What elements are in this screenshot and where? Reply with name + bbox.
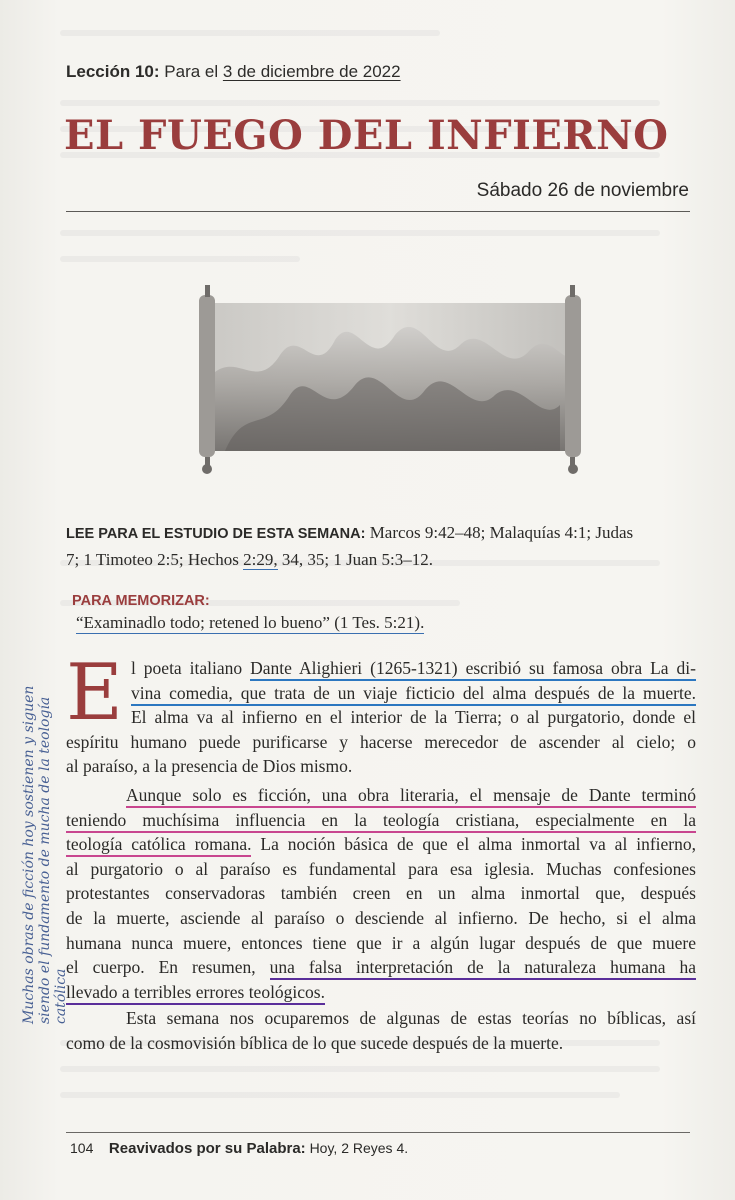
p2-line6: de la muerte, asciende al paraíso o desciende al infierno. De hecho, si el alma [66, 907, 696, 928]
p2-l1-highlight: Aunque solo es ficción, una obra literaria, el mensaje de Dante terminó [126, 785, 696, 808]
lesson-header [66, 62, 401, 82]
p2-line4: al purgatorio o al paraíso es fundamental para esa iglesia. Muchas confesiones [66, 858, 696, 879]
memorize-label: PARA MEMORIZAR: [72, 593, 210, 609]
p1-line2 [66, 681, 696, 706]
p1-l1-text: l poeta italiano [130, 658, 251, 678]
p2-l3-highlight: teología católica romana. [66, 834, 251, 857]
p2-l3-text: La noción básica de que el alma inmortal va al infierno, [251, 834, 696, 855]
footer-divider [66, 1132, 690, 1133]
scroll-image [195, 285, 585, 475]
footer-text: Hoy, 2 Reyes 4. [309, 1140, 409, 1156]
page-number: 104 [70, 1140, 94, 1156]
reading-line2b: 2:29, [243, 550, 278, 569]
footer-label: Reavivados por su Palabra: [108, 1140, 306, 1157]
p1-l1-highlight: Dante Alighieri (1265-1321) escribió su famosa obra La di- [250, 658, 696, 681]
p2-l2-highlight: teniendo muchísima influencia en la teología cristiana, especialmente en la [66, 810, 696, 833]
header-divider [66, 211, 690, 212]
p2-line3 [66, 832, 696, 857]
body-text [66, 648, 696, 1056]
p1-line1 [66, 656, 696, 681]
p1-line4: espíritu humano puede purificarse y hacerse merecedor de ascender al cielo; o [66, 731, 696, 752]
reading-line2a: 7; 1 Timoteo 2:5; Hechos [66, 550, 239, 569]
p3-line1: Esta semana nos ocuparemos de algunas de estas teorías no bíblicas, así [126, 1008, 696, 1029]
p2-line2 [66, 808, 696, 833]
p2-l9-highlight: llevado a terribles errores teológicos. [66, 982, 325, 1005]
p1-line5: al paraíso, a la presencia de Dios mismo. [66, 756, 353, 777]
scroll-illustration [195, 285, 585, 475]
memory-verse: “Examinadlo todo; retened lo bueno” (1 Tes. 5:21). [76, 613, 425, 632]
p2-l8-text: el cuerpo. En resumen, [66, 957, 270, 978]
handwriting-line2: siendo el fundamento de mucha de la teología [37, 696, 53, 1024]
handwritten-margin-note [21, 594, 69, 1024]
p2-line5: protestantes conservadoras también creen en un alma inmortal que, después [66, 883, 696, 904]
lesson-date: 3 de diciembre de 2022 [222, 62, 401, 81]
handwriting-line1: Muchas obras de ficción hoy sostienen y siguen [21, 685, 37, 1024]
reading-label: LEE PARA EL ESTUDIO DE ESTA SEMANA: [66, 526, 366, 542]
page-footer [70, 1140, 408, 1157]
paragraph-2 [66, 783, 696, 1004]
reading-line2c: 34, 35; 1 Juan 5:3–12. [281, 550, 433, 569]
paragraph-1 [66, 648, 696, 779]
paragraph-3 [66, 1006, 696, 1055]
day-label: Sábado 26 de noviembre [476, 180, 689, 201]
drop-cap: E [66, 648, 123, 738]
p3-line2: como de la cosmovisión bíblica de lo que sucede después de la muerte. [66, 1032, 564, 1053]
p2-line7: humana nunca muere, entonces tiene que ir a algún lugar después de que muere [66, 932, 696, 953]
p1-l2-highlight: vina comedia, que trata de un viaje ficticio del alma después de la muerte. [131, 683, 696, 706]
p2-line9 [66, 980, 696, 1005]
p2-l8-highlight: una falsa interpretación de la naturaleza humana ha [270, 957, 696, 980]
lesson-prefix: Para el [164, 62, 219, 81]
p2-line8 [66, 955, 696, 980]
weekly-reading [66, 520, 690, 572]
p2-line1 [66, 783, 696, 808]
lesson-label: Lección 10: [66, 62, 160, 81]
page-title: EL FUEGO DEL INFIERNO [64, 112, 669, 159]
handwriting-line3: católica [53, 968, 69, 1024]
p1-line3: El alma va al infierno en el interior de la Tierra; o al purgatorio, donde el [130, 707, 696, 728]
reading-line1: Marcos 9:42–48; Malaquías 4:1; Judas [369, 523, 634, 542]
